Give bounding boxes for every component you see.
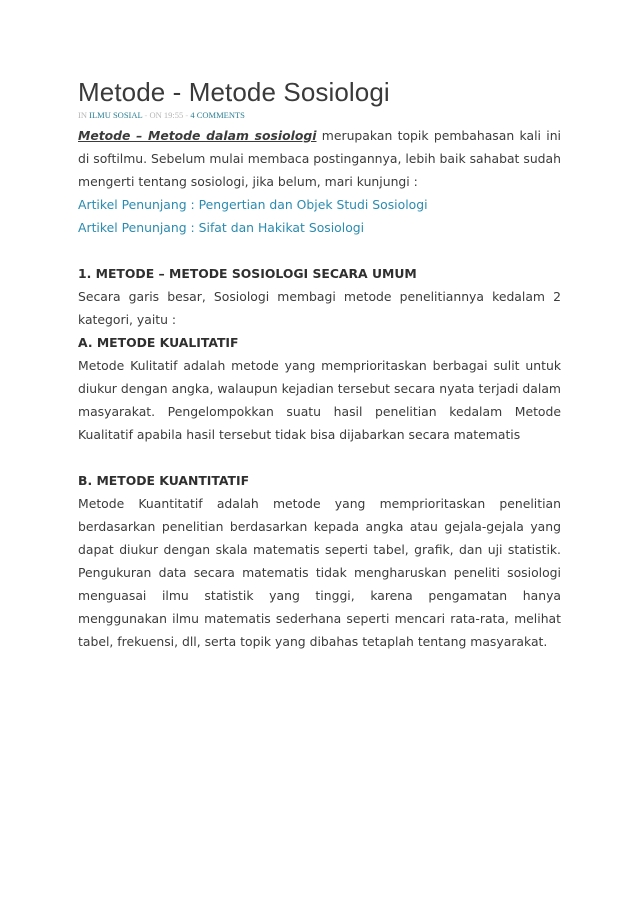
post-time: ON 19:55 — [149, 110, 184, 120]
related-link-pengertian[interactable]: Pengertian dan Objek Studi Sosiologi — [198, 197, 428, 212]
meta-in-prefix: IN — [78, 110, 90, 120]
section-text-1: Secara garis besar, Sosiologi membagi metode penelitiannya kedalam 2 kategori, yaitu : — [78, 289, 561, 327]
post-title: Metode - Metode Sosiologi — [78, 77, 390, 107]
related-link-sifat[interactable]: Sifat dan Hakikat Sosiologi — [198, 220, 365, 235]
section-text-b: Metode Kuantitatif adalah metode yang memprioritaskan penelitian berdasarkan penelitian berdasarkan kepada angka atau gejala-gejala yang dapat diukur dengan skala matematis seperti tabel, grafik, dan uji statistik. Pengukuran data secara matematis tidak mengharuskan peneliti sosiologi menguasai ilmu statistik yang tinggi, karena pengamatan hanya menggunakan ilmu matematis sederhana seperti mencari rata-rata, melihat tabel, frekuensi, dll, serta topik yang dibahas tetaplah tentang masyarakat. — [78, 496, 561, 649]
post-body — [78, 124, 561, 653]
related-article-1 — [78, 193, 561, 216]
section-heading-b: B. METODE KUANTITATIF — [78, 473, 250, 488]
category-link[interactable]: ILMU SOSIAL — [89, 110, 143, 120]
intro-lead: Metode – Metode dalam sosiologi — [78, 128, 317, 143]
spacer — [78, 446, 561, 469]
related-label: Artikel Penunjang : — [78, 197, 199, 212]
section-heading-a: A. METODE KUALITATIF — [78, 335, 239, 350]
comments-link[interactable]: 4 COMMENTS — [190, 110, 245, 120]
intro-text: merupakan topik pembahasan kali ini di softilmu. Sebelum mulai membaca postingannya, lebih baik sahabat sudah mengerti tentang sosiologi, jika belum, mari kunjungi : — [78, 128, 562, 189]
related-article-2 — [78, 216, 561, 239]
spacer — [78, 239, 561, 262]
section-text-a: Metode Kulitatif adalah metode yang memprioritaskan berbagai sulit untuk diukur dengan angka, walaupun kejadian tersebut secara nyata terjadi dalam masyarakat. Pengelompokkan suatu hasil penelitian kedalam Metode Kualitatif apabila hasil tersebut tidak bisa dijabarkan secara matematis — [78, 358, 561, 442]
post-meta — [78, 110, 561, 121]
intro-paragraph — [78, 124, 561, 193]
blog-post — [78, 76, 561, 653]
section-heading-1: 1. METODE – METODE SOSIOLOGI SECARA UMUM — [78, 266, 417, 281]
meta-separator: - — [142, 110, 150, 120]
meta-separator: - — [183, 110, 191, 120]
related-label: Artikel Penunjang : — [78, 220, 199, 235]
